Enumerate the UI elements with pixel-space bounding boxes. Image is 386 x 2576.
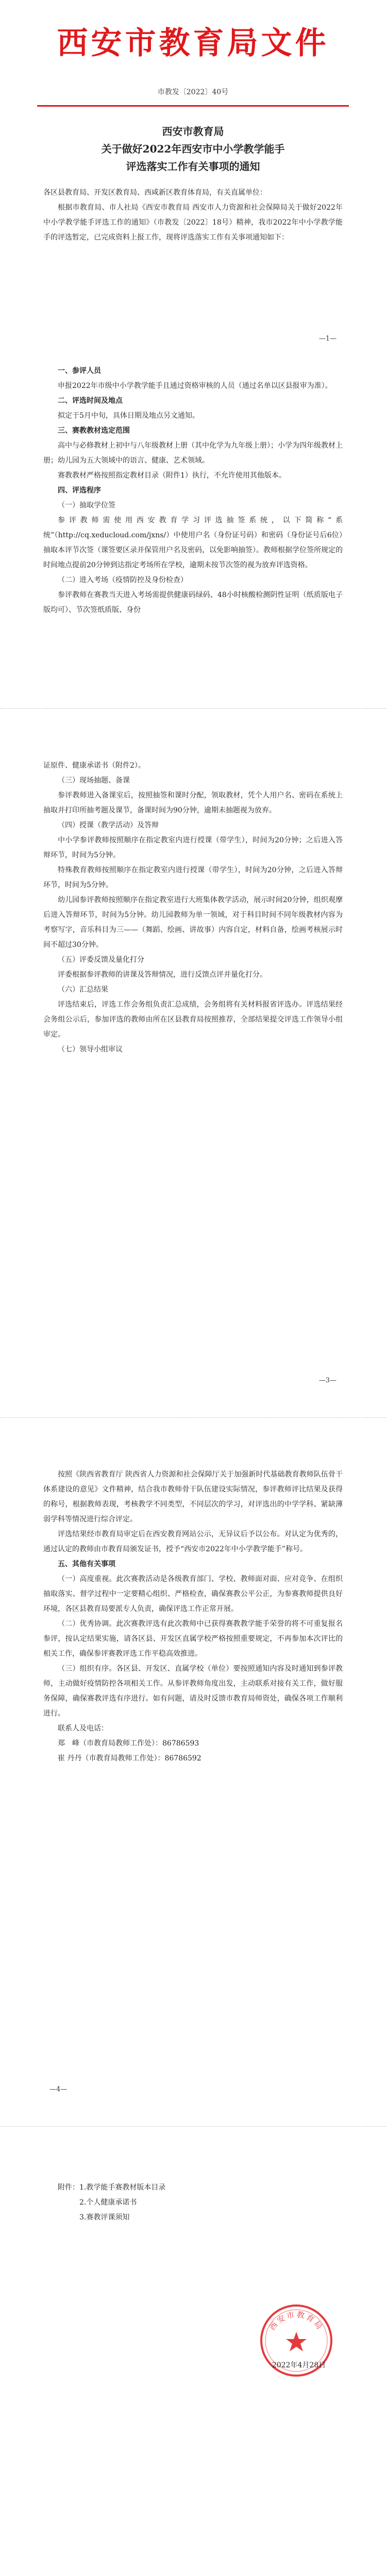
subheading: （四）授课（教学活动）及答辩 [58,821,159,829]
page-1 [0,0,386,709]
paragraph: 评选结束后，评选工作会务组负责汇总成绩，会务组将有关材料报省评选办。评选结果经会务组公示后，参加评选的教师由所在区县教育局按照推荐，全部结果提交评选工作领导小组审定。 [43,1001,343,1039]
signature-date: 2022年4月28日 [272,2361,326,2369]
attachment-item: 2.个人健康承诺书 [79,2198,137,2207]
section-heading: 五、其他有关事项 [58,1560,115,1568]
body-block [43,364,343,618]
page-2 [0,709,386,1418]
paragraph: （三）组织有序。各区县、开发区、直属学校（单位）要按照通知内容及时通知到参评教师，主动做好疫情防控各项相关工作。从参评教师角度出发，主动联系对接有关工作，做好服务保障，确保赛教评选有序进行。如有问题，请及时反馈市教育局师资处，确保各项工作顺利进行。 [43,1665,343,1718]
paragraph: （一）高度重视。此次赛教活动是各级教育部门、学校、教师面对面、应对竞争、在组织抽取落实、督学过程中一定要精心组织、严格检查，确保赛教公平公正，为参赛教师提供良好环境，各区县教育局要派专人负责，确保评选工作正常开展。 [43,1575,343,1613]
contact-heading: 联系人及电话： [58,1724,108,1733]
paragraph: （二）优秀协调。此次赛教评选有此次教师中已获得赛教教学能手荣誉的将不可重复报名参评，按认定结果实施，请各区县、开发区直属学校严格按照重要规定，不再参加本次评比的相关工作，确保参评赛教评选工作平稳高效推进。 [43,1620,343,1658]
seal-text: 西安市教育局 [267,2310,325,2332]
document-number: 市教发〔2022〕40号 [157,88,229,96]
paragraph: 评选结果经市教育局审定后在西安教育网站公示，无异议后予以公布。对认定为优秀的，通过认定的教师由市教育局颁发证书，授予“西安市2022年中小学教学能手”称号。 [43,1530,343,1553]
document-title [41,123,345,175]
subheading: （一）抽取学位签 [58,501,115,510]
attachments-label-text: 附件： [58,2183,79,2192]
svg-text:西安市教育局 [267,2310,325,2332]
paragraph: 参评教师在赛教当天进入考场需提供健康码绿码、48小时核酸检测阴性证明（纸质版电子版均可）、节次签纸质版、身份 [43,591,343,614]
red-divider [37,105,349,107]
paragraph: 幼儿园参评教师按照顺序在指定教室进行大班集体教学活动，展示时间20分钟，组织观摩后进入答辩环节，时间为5分钟。幼儿园教师为单一领域，对于科目时间不同年级教材内容为考察写字，音乐科目为三——（舞蹈、绘画、讲故事）内容自定，材料自备，绘画考核展示时间不超过30分钟。 [43,896,343,949]
paragraph: 证原件、健康承诺书（附件2）。 [43,761,145,770]
paragraph: 申报2022年市级中小学教学能手且通过资格审核的人员（通过名单以区县报审为准）。 [58,382,332,390]
paragraph: 特殊教育教师按照顺序在指定教室内进行授课（带学生），时间为20分钟，之后进入答辩环节，时间为5分钟。 [43,866,343,889]
subheading: （三）现场抽题、备课 [58,776,130,785]
paragraph: 评委根据参评教师的讲课及答辩情况，进行反馈点评并量化打分。 [58,971,267,979]
section-heading: 一、参评人员 [58,367,101,375]
paragraph: 赛教教材严格按照指定教材目录（附件1）执行，不允许使用其他版本。 [58,471,286,480]
section-heading: 二、评选时间及地点 [58,397,123,405]
paragraph: 中小学参评教师按照顺序在指定教室内进行授课（带学生），时间为20分钟；之后进入答辩环节，时间为5分钟。 [43,836,343,859]
title-line: 关于做好2022年西安市中小学教学能手 [101,143,285,155]
title-line: 西安市教育局 [162,125,224,138]
paragraph: 高中与必修教材上初中与八年级教材上册（其中化学为九年级上册）；小学为四年级教材上册；幼儿园为五大领域中的语言、健康、艺术领域。 [43,442,343,465]
body-block [43,1467,343,1766]
subheading: （六）汇总结果 [58,986,108,994]
contact-line: 郑 峰（市教育局教师工作处）：86786593 [58,1739,199,1748]
paragraph: 参评教师进入备课室后，按照抽签和课时分配，领取教材，凭个人用户名、密码在系统上抽取并打印所抽考题及课节，备课时间为90分钟，逾期未抽题视为放弃。 [43,791,343,815]
attachments-block [43,2180,343,2225]
addressee: 各区县教育局、开发区教育局、西咸新区教育体育局，有关直属单位： [43,189,267,197]
page-number: —4— [49,2086,68,2093]
page-number: —3— [318,1377,337,1384]
attachment-item: 3.赛教评课须知 [79,2213,130,2222]
attachment-item: 1.教学能手赛教材版本目录 [79,2183,166,2192]
body-block [43,758,343,1057]
title-line: 评选落实工作有关事项的通知 [126,160,260,173]
attachments-label [43,2180,343,2195]
subheading: （二）进入考场（疫情防控及身份检查） [58,576,188,584]
contact-line: 崔 丹丹（市教育局教师工作处）：86786592 [58,1754,202,1762]
document-header-title: 西安市教育局文件 [57,25,329,61]
paragraph: 参评教师需使用西安教育学习评选抽签系统，以下简称“系统”（http://cq.xeducloud.com/jxns/）中使用户名（身份证号码）和密码（身份证号后6位）抽取本评节次签（课签要区录并保管用户名及密码，以免影响抽签）。教师根据学位签所规定的时间地点提前20分钟到达指定考场所在学校，逾期未按节次签的视为放弃评选资格。 [43,516,343,569]
intro-block [43,185,343,245]
paragraph: 按照《陕西省教育厅 陕西省人力资源和社会保障厅关于加强新时代基础教育教师队伍骨干体系建设的意见》文件精神，结合我市教师骨干队伍建设实际情况，参评教师评比结果及获得的称号，根据教师表现，考核教学不同类型，不同层次的学习，对评选出的中学学科、紧缺薄弱学科等情况进行综合评定。 [43,1470,343,1523]
page-number: —1— [318,335,337,343]
section-heading: 三、赛教教材选定范围 [58,427,130,435]
page-4 [0,2127,386,2576]
subheading: （七）领导小组审议 [58,1045,123,1054]
intro-paragraph: 根据市教育局、市人社局《西安市教育局 西安市人力资源和社会保障局关于做好2022年中小学教学能手评选工作的通知》（市教发〔2022〕18号）精神，我市2022年中小学教学能手的评选暂定，已完成资料上报工作，现将评选落实工作有关事项通知如下： [43,204,343,242]
subheading: （五）评委反馈及量化打分 [58,956,144,964]
section-heading: 四、评选程序 [58,486,101,495]
page-3 [0,1418,386,2127]
paragraph: 拟定于5月中旬，具体日期及地点另文通知。 [58,412,199,420]
